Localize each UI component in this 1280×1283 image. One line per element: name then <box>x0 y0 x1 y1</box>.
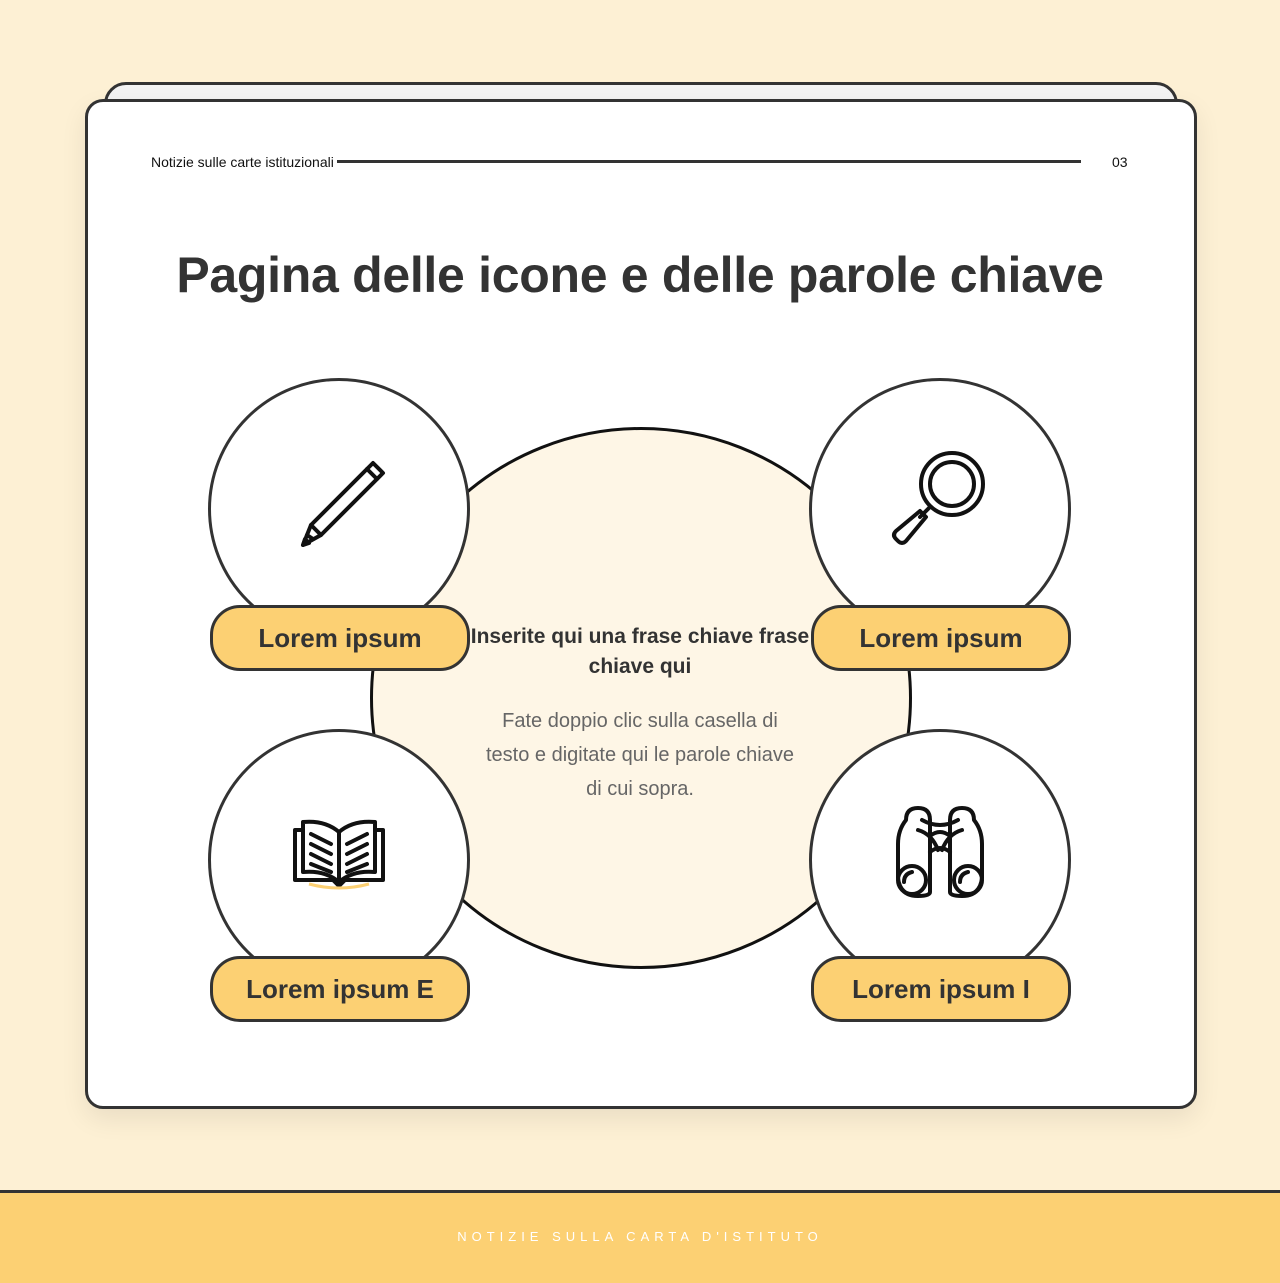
magnifier-icon <box>890 449 990 549</box>
icon-circle-4 <box>809 729 1071 991</box>
header-label: Notizie sulle carte istituzionali <box>151 154 334 170</box>
page-number: 03 <box>1112 154 1128 170</box>
center-heading: Inserite qui una frase chiave frase chiave qui <box>470 625 810 678</box>
icon-circle-2 <box>809 378 1071 640</box>
footer-bar <box>0 1190 1280 1283</box>
page-title: Pagina delle icone e delle parole chiave <box>176 247 1104 303</box>
icon-circle-1 <box>208 378 470 640</box>
keyword-pill-1: Lorem ipsum <box>210 605 470 671</box>
keyword-pill-2: Lorem ipsum <box>811 605 1071 671</box>
keyword-pill-3: Lorem ipsum E <box>210 956 470 1022</box>
keyword-pill-4: Lorem ipsum I <box>811 956 1071 1022</box>
icon-circle-3 <box>208 729 470 991</box>
binoculars-icon <box>890 800 990 900</box>
header-divider <box>337 160 1081 163</box>
open-book-icon <box>289 800 389 900</box>
center-body-text: Fate doppio clic sulla casella di testo e digitate qui le parole chiave di cui sopra. <box>486 710 794 800</box>
pencil-icon <box>289 449 389 549</box>
footer-text: NOTIZIE SULLA CARTA D'ISTITUTO <box>457 1229 823 1244</box>
